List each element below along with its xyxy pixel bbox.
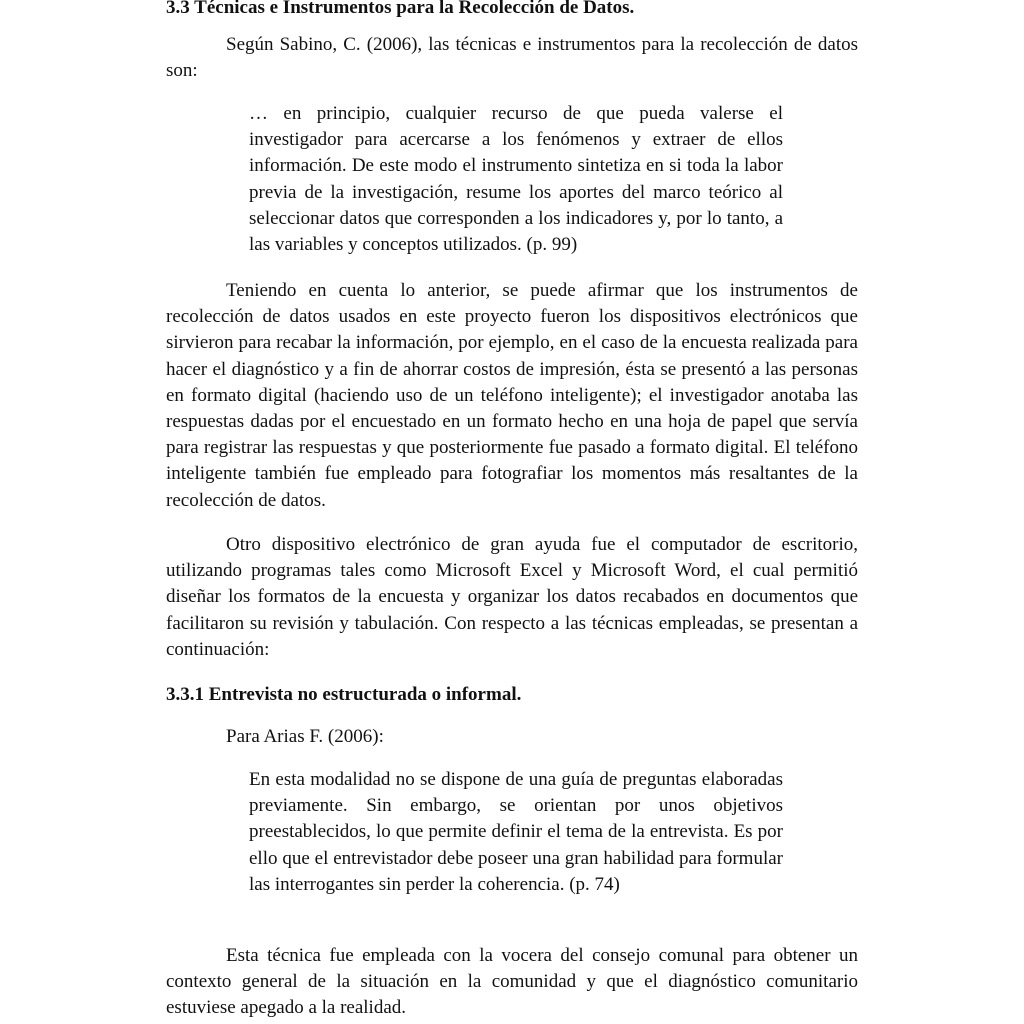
section-intro: Según Sabino, C. (2006), las técnicas e instrumentos para la recolección de datos son: [166,34,858,82]
block-quote-arias: En esta modalidad no se dispone de una guía de preguntas elaboradas previamente. Sin embargo, se orientan por unos objetivos preestablecidos, lo que permite definir el tema de la entrevista. Es por ello que el entrevistador debe poseer una gran habilidad para formular las interrogantes sin perder la coherencia. (p. 74) [249,769,783,895]
paragraph-technique: Esta técnica fue empleada con la vocera del consejo comunal para obtener un contexto general de la situación en la comunidad y que el diagnóstico comunitario estuviese apegado a la realidad. [166,945,858,1019]
paragraph-computer: Otro dispositivo electrónico de gran ayuda fue el computador de escritorio, utilizando programas tales como Microsoft Excel y Microsoft Word, el cual permitió diseñar los formatos de la encuesta y organizar los datos recabados en documentos que facilitaron su revisión y tabulación. Con respecto a las técnicas empleadas, se presentan a continuación: [166,534,858,660]
paragraph-instruments: Teniendo en cuenta lo anterior, se puede afirmar que los instrumentos de recolección de datos usados en este proyecto fueron los dispositivos electrónicos que sirvieron para recabar la información, por ejemplo, en el caso de la encuesta realizada para hacer el diagnóstico y a fin de ahorrar costos de impresión, ésta se presentó a las personas en formato digital (haciendo uso de un teléfono inteligente); el investigador anotaba las respuestas dadas por el encuestado en un formato hecho en una hoja de papel que servía para registrar las respuestas y que posteriormente fue pasado a formato digital. El teléfono inteligente también fue empleado para fotografiar los momentos más resaltantes de la recolección de datos. [166,280,858,511]
subsection-heading: 3.3.1 Entrevista no estructurada o informal. [166,684,522,705]
block-quote-sabino: … en principio, cualquier recurso de que pueda valerse el investigador para acercarse a los fenómenos y extraer de ellos información. De este modo el instrumento sintetiza en si toda la labor previa de la investigación, resume los aportes del marco teórico al seleccionar datos que corresponden a los indicadores y, por lo tanto, a las variables y conceptos utilizados. (p. 99) [249,103,783,256]
subsection-intro: Para Arias F. (2006): [226,726,384,747]
section-heading: 3.3 Técnicas e Instrumentos para la Recolección de Datos. [166,0,635,18]
